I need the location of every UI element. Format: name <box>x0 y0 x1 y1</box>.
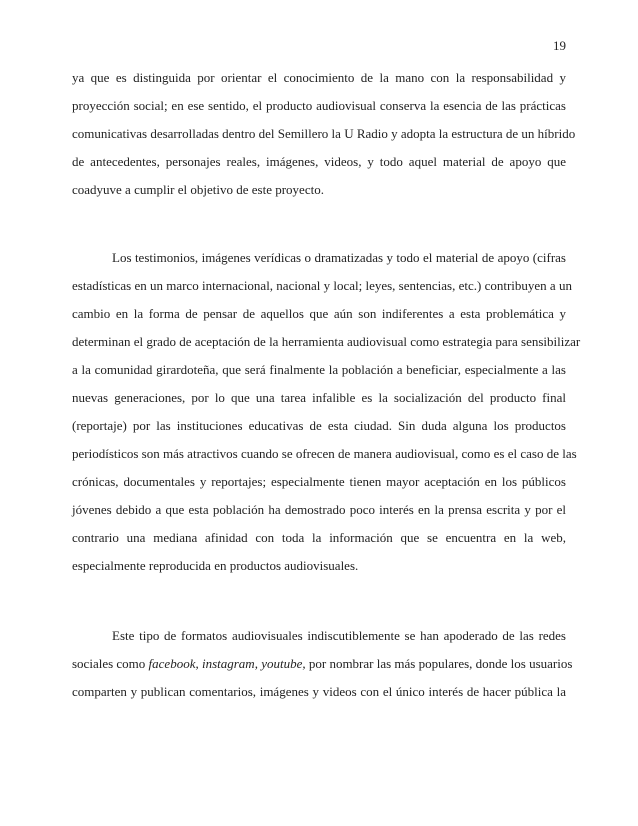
text-line: Los testimonios, imágenes verídicas o dramatizadas y todo el material de apoyo (cifras <box>112 250 566 265</box>
text-segment: sociales como <box>72 656 149 671</box>
text-line: a la comunidad girardoteña, que será finalmente la población a beneficiar, especialmente a las <box>72 362 566 377</box>
text-line: contrario una mediana afinidad con toda la información que se encuentra en la web, <box>72 530 566 545</box>
text-line: comparten y publican comentarios, imágenes y videos con el único interés de hacer pública la <box>72 684 566 699</box>
text-line: estadísticas en un marco internacional, nacional y local; leyes, sentencias, etc.) contribuyen a un <box>72 278 572 293</box>
paragraph-1 <box>72 64 576 204</box>
text-line: jóvenes debido a que esta población ha demostrado poco interés en la prensa escrita y por el <box>72 502 566 517</box>
text-line: determinan el grado de aceptación de la herramienta audiovisual como estrategia para sensibilizar <box>72 334 581 349</box>
paragraph-3 <box>72 622 573 706</box>
text-line: nuevas generaciones, por lo que una tarea infalible es la socialización del producto final <box>72 390 566 405</box>
text-line: (reportaje) por las instituciones educativas de esta ciudad. Sin duda alguna los productos <box>72 418 566 433</box>
text-line: crónicas, documentales y reportajes; especialmente tienen mayor aceptación en los públicos <box>72 474 566 489</box>
text-line: de antecedentes, personajes reales, imágenes, videos, y todo aquel material de apoyo que <box>72 154 566 169</box>
text-line: Este tipo de formatos audiovisuales indiscutiblemente se han apoderado de las redes <box>112 628 566 643</box>
social-networks-italic: facebook, instagram, youtube, <box>148 656 306 671</box>
text-line: cambio en la forma de pensar de aquellos que aún son indiferentes a esta problemática y <box>72 306 566 321</box>
text-line: coadyuve a cumplir el objetivo de este proyecto. <box>72 182 324 197</box>
text-line: comunicativas desarrolladas dentro del Semillero la U Radio y adopta la estructura de un híbrido <box>72 126 576 141</box>
text-line: proyección social; en ese sentido, el producto audiovisual conserva la esencia de las prácticas <box>72 98 566 113</box>
text-line: ya que es distinguida por orientar el conocimiento de la mano con la responsabilidad y <box>72 70 566 85</box>
text-line: periodísticos son más atractivos cuando se ofrecen de manera audiovisual, como es el caso de las <box>72 446 577 461</box>
page-number: 19 <box>553 38 566 53</box>
text-line: especialmente reproducida en productos audiovisuales. <box>72 558 359 573</box>
text-segment: por nombrar las más populares, donde los usuarios <box>305 656 573 671</box>
text-line <box>72 650 573 678</box>
paragraph-2 <box>72 244 581 580</box>
